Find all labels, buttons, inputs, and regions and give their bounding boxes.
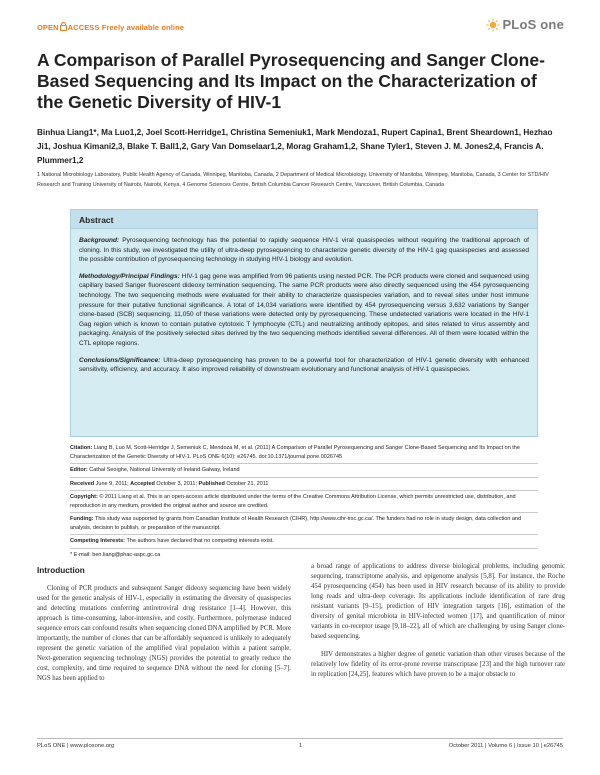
affiliations: 1 National Microbiology Laboratory, Public Health Agency of Canada, Winnipeg, Manitoba, Canada, 2 Department of Medical Microbiology, University of Manitoba, Winnipeg, Manitoba, Canada, 3 Center for STD/HIV Research and Training University of Nairobi, Nairobi, Kenya, 4 Genome Sciences Centre, British Columbia Cancer Research Centre, Vancouver, British Columbia, Canada xyxy=(37,172,549,188)
abstract-conclusions: Conclusions/Significance: Ultra-deep pyrosequencing has proven to be a powerful tool for characterization of HIV-1 genetic diversity with enhanced sensitivity, efficiency, and accuracy. It also improved reliability of downstream evolutionary and functional analysis of HIV-1 quasispecies. xyxy=(79,356,529,374)
abstract-heading: Abstract xyxy=(71,210,537,229)
article-metadata xyxy=(70,442,538,561)
footer-issue: October 2011 | Volume 6 | Issue 10 | e26745 xyxy=(448,743,563,749)
open-access-label: OPEN ACCESS Freely available online xyxy=(37,23,185,32)
copyright: Copyright: © 2011 Liang et al. This is an open-access article distributed under the terms of the Creative Commons Attribution License, which permits unrestricted use, distribution, and reproduction in any medium, provided the original author and source are credited. xyxy=(70,491,538,513)
introduction-heading: Introduction xyxy=(37,566,85,575)
competing-interests: Competing Interests: The authors have declared that no competing interests exist. xyxy=(70,535,538,549)
open-lock-icon xyxy=(60,25,67,31)
editor: Editor: Cathal Seoighe, National University of Ireland Galway, Ireland xyxy=(70,464,538,478)
dates: Received June 9, 2011; Accepted October 3, 2011; Published October 21, 2011 xyxy=(70,478,538,492)
body-paragraph: a broad range of applications to address diverse biological problems, including genomic sequencing, transcriptome analysis, and epigenome analysis [5,8]. For instance, the Roche 454 pyrosequencing (454) has been used in HIV research because of its ability to provide long reads and ultra-deep coverage. Its applications include identification of rare drug resistant variants [9–15], prediction of HIV integration targets [16], estimation of the diversity of genital microbiota in HIV-infected women [17], and quantification of minor variants in co-receptor usage [9,18–22], all of which are challenging by using Sanger clone-based sequencing. xyxy=(311,563,565,640)
journal-logo xyxy=(486,17,564,32)
abstract-body xyxy=(79,236,529,382)
page-footer xyxy=(37,738,563,755)
body-paragraph: HIV demonstrates a higher degree of genetic variation than other viruses because of the relatively low fidelity of its error-prone reverse transcriptase [23] and the high turnover rate in replication [24,25], features which have proven to be a major obstacle to xyxy=(311,651,565,678)
left-column xyxy=(37,566,291,684)
funding: Funding: This study was supported by grants from Canadian Institute of Health Research (CIHR), http://www.cihr-irsc.gc.ca/. The funders had no role in study design, data collection and analysis, decision to publish, or preparation of the manuscript. xyxy=(70,513,538,535)
corresponding-email: * E-mail: ben.liang@phac-aspc.gc.ca xyxy=(70,551,161,558)
paper-title: A Comparison of Parallel Pyrosequencing and Sanger Clone-Based Sequencing and Its Impact on the Characterization of the Genetic Diversity of HIV-1 xyxy=(37,50,545,112)
intro-paragraph: Cloning of PCR products and subsequent Sanger dideoxy sequencing have been widely used for the genetic analysis of HIV-1, especially in estimating the diversity of quasispecies and detecting mutations conferring antiretroviral drug resistance [1–4]. However, this approach is time-consuming, labor-intensive, and costly. Furthermore, polymerase induced sequence errors can confound results when sequencing cloned DNA amplified by PCR. More importantly, the number of clones that can be affordably sequenced is unlikely to adequately represent the genetic variation of the amplified viral population within a patient sample. Next-generation sequencing technology (NGS) provides the potential to greatly reduce the cost, complexity, and time required to sequence DNA without the need for cloning [5–7]. NGS has been applied to xyxy=(37,585,291,682)
footer-journal: PLoS ONE | www.plosone.org xyxy=(37,743,115,749)
abstract-background: Background: Pyrosequencing technology has the potential to rapidly sequence HIV-1 viral quasispecies without requiring the traditional approach of cloning. In this study, we investigated the utility of ultra-deep pyrosequencing to characterize genetic diversity of the HIV-1 gag quasispecies and assessed the possible contribution of pyrosequencing technology in studying HIV-1 biology and evolution. xyxy=(79,237,529,264)
sun-logo-icon xyxy=(486,18,500,32)
abstract-box xyxy=(70,209,538,437)
citation: Citation: Liang B, Luo M, Scott-Herridge J, Semeniuk C, Mendoza M, et al. (2011) A Comparison of Parallel Pyrosequencing and Sanger Clone-Based Sequencing and Its Impact on the Characterization of the Genetic Diversity of HIV-1. PLoS ONE 6(10): e26745. doi:10.1371/journal.pone.0026745 xyxy=(70,442,538,464)
abstract-methods: Methodology/Principal Findings: HIV-1 gag gene was amplified from 96 patients using nested PCR. The PCR products were cloned and sequenced using capillary based Sanger fluorescent dideoxy termination sequencing. The same PCR products were also directly sequenced using the 454 pyrosequencing technology. The two sequencing methods were evaluated for their ability to characterize quasispecies variation, and to reveal sites under host immune pressure for their putative functional significance. A total of 14,034 variations were identified by 454 pyrosequencing versus 3,632 variations by Sanger clone-based (SCB) sequencing. 11,050 of these variations were detected only by pyrosequencing. These undetected variations were located in the HIV-1 Gag region which is known to contain putative cytotoxic T lymphocyte (CTL) and neutralizing antibody epitopes, and sites related to virus assembly and packaging. Analysis of the positively selected sites derived by the two sequencing methods identified several differences. All of them were located within the CTL epitope regions. xyxy=(79,272,530,347)
page-number: 1 xyxy=(299,743,303,749)
right-column xyxy=(311,562,565,680)
author-list: Binhua Liang1*, Ma Luo1,2, Joel Scott-Herridge1, Christina Semeniuk1, Mark Mendoza1, Rupert Capina1, Brent Sheardown1, Hezhao Ji1, Joshua Kimani2,3, Blake T. Ball1,2, Gary Van Domselaar1,2, Morag Graham1,2, Shane Tyler1, Steven J. M. Jones2,4, Francis A. Plummer1,2 xyxy=(37,128,553,165)
logo-text: PLoS one xyxy=(502,17,564,32)
